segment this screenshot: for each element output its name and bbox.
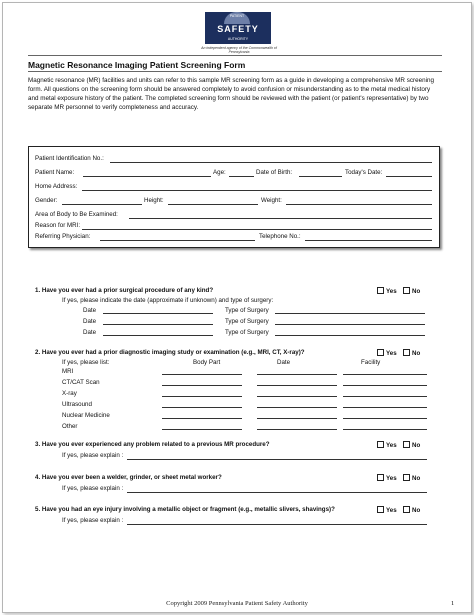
q3-yes[interactable]: Yes: [377, 441, 397, 449]
q4-explain-label: If yes, please explain :: [62, 485, 124, 492]
checkbox-icon: [377, 349, 384, 356]
dob-field[interactable]: [299, 176, 342, 177]
weight-field[interactable]: [286, 204, 432, 205]
home-address-label: Home Address:: [35, 183, 78, 190]
checkbox-icon: [377, 474, 384, 481]
checkbox-icon: [377, 287, 384, 294]
form-title: Magnetic Resonance Imaging Patient Screening Form: [28, 60, 246, 70]
checkbox-icon: [377, 506, 384, 513]
question-2: 2. Have you ever had a prior diagnostic imaging study or examination (e.g., MRI, CT, X-ray)?: [35, 349, 305, 356]
question-3: 3. Have you ever experienced any problem related to a previous MR procedure?: [35, 441, 270, 448]
checkbox-icon: [403, 474, 410, 481]
question-1: 1. Have you ever had a prior surgical procedure of any kind?: [35, 287, 214, 294]
col-date: Date: [277, 359, 291, 366]
q1-type-label: Type of Surgery: [225, 318, 269, 325]
study-date-field[interactable]: [257, 407, 337, 408]
header-rule: [28, 55, 442, 56]
study-facility-field[interactable]: [343, 407, 427, 408]
q5-explain-label: If yes, please explain :: [62, 517, 124, 524]
checkbox-icon: [377, 441, 384, 448]
checkbox-icon: [403, 506, 410, 513]
study-date-field[interactable]: [257, 429, 337, 430]
q1-type-field[interactable]: [275, 335, 425, 336]
q1-sub-label: If yes, please indicate the date (approximate if unknown) and type of surgery:: [62, 297, 274, 304]
checkbox-icon: [403, 287, 410, 294]
patient-id-field[interactable]: [110, 162, 432, 163]
q5-explain-field[interactable]: [127, 524, 427, 525]
q1-date-label: Date: [83, 329, 97, 336]
question-5: 5. Have you had an eye injury involving a metallic object or fragment (e.g., metallic slivers, shavings)?: [35, 506, 335, 513]
q2-no[interactable]: No: [403, 349, 420, 357]
study-label: CT/CAT Scan: [62, 379, 100, 386]
q5-no[interactable]: No: [403, 506, 420, 514]
referring-label: Referring Physician:: [35, 233, 91, 240]
q1-date-label: Date: [83, 307, 97, 314]
study-facility-field[interactable]: [343, 418, 427, 419]
col-facility: Facility: [361, 359, 381, 366]
area-label: Area of Body to Be Examined:: [35, 211, 118, 218]
q4-explain-field[interactable]: [127, 492, 427, 493]
study-label: X-ray: [62, 390, 77, 397]
checkbox-icon: [403, 349, 410, 356]
title-rule: [28, 71, 442, 72]
patient-name-field[interactable]: [83, 176, 211, 177]
q3-no[interactable]: No: [403, 441, 420, 449]
patient-name-label: Patient Name:: [35, 169, 75, 176]
intro-paragraph: Magnetic resonance (MR) facilities and units can refer to this sample MR screening form as a guide in developing a comprehensive MR screening form. All questions on the screening form should be answered completely to avoid confusion or misunderstanding as to the metal medical history and metal exposure history of the patient. The completed screening form should be reviewed with the patient (or patient's representative) by two separate MR personnel to verify completeness and accuracy.: [28, 77, 434, 111]
height-field[interactable]: [168, 204, 258, 205]
study-date-field[interactable]: [257, 418, 337, 419]
study-date-field[interactable]: [257, 385, 337, 386]
dob-label: Date of Birth:: [256, 169, 293, 176]
patient-id-label: Patient Identification No.:: [35, 155, 104, 162]
gender-label: Gender:: [35, 197, 58, 204]
reason-field[interactable]: [82, 229, 432, 230]
footer-copyright: Copyright 2009 Pennsylvania Patient Safety Authority: [166, 600, 308, 607]
todays-date-label: Today's Date:: [345, 169, 383, 176]
study-date-field[interactable]: [257, 374, 337, 375]
q2-sub-label: If yes, please list:: [62, 359, 110, 366]
study-facility-field[interactable]: [343, 374, 427, 375]
study-body-part-field[interactable]: [162, 385, 242, 386]
study-label: Nuclear Medicine: [62, 412, 110, 419]
telephone-label: Telephone No.:: [259, 233, 301, 240]
q1-no[interactable]: No: [403, 287, 420, 295]
referring-field[interactable]: [100, 240, 255, 241]
study-label: Ultrasound: [62, 401, 92, 408]
logo-sub-text: AUTHORITY: [227, 37, 249, 41]
q2-yes[interactable]: Yes: [377, 349, 397, 357]
study-body-part-field[interactable]: [162, 407, 242, 408]
gender-field[interactable]: [62, 204, 142, 205]
q1-type-field[interactable]: [275, 313, 425, 314]
height-label: Height:: [144, 197, 164, 204]
logo-text: SAFETY: [217, 24, 259, 34]
q1-type-label: Type of Surgery: [225, 307, 269, 314]
todays-date-field[interactable]: [386, 176, 432, 177]
study-label: Other: [62, 423, 78, 430]
q1-type-label: Type of Surgery: [225, 329, 269, 336]
q4-no[interactable]: No: [403, 474, 420, 482]
checkbox-icon: [403, 441, 410, 448]
q4-yes[interactable]: Yes: [377, 474, 397, 482]
study-body-part-field[interactable]: [162, 418, 242, 419]
weight-label: Weight:: [261, 197, 282, 204]
study-body-part-field[interactable]: [162, 374, 242, 375]
q1-date-label: Date: [83, 318, 97, 325]
study-facility-field[interactable]: [343, 429, 427, 430]
study-facility-field[interactable]: [343, 396, 427, 397]
age-field[interactable]: [229, 176, 254, 177]
study-date-field[interactable]: [257, 396, 337, 397]
age-label: Age:: [213, 169, 226, 176]
q1-date-field[interactable]: [103, 313, 213, 314]
logo-arc-text: PATIENT: [229, 14, 245, 18]
q1-type-field[interactable]: [275, 324, 425, 325]
q5-yes[interactable]: Yes: [377, 506, 397, 514]
reason-label: Reason for MRI:: [35, 222, 81, 229]
telephone-field[interactable]: [305, 240, 432, 241]
q1-date-field[interactable]: [103, 335, 213, 336]
study-body-part-field[interactable]: [162, 429, 242, 430]
question-4: 4. Have you ever been a welder, grinder, or sheet metal worker?: [35, 474, 222, 481]
q3-explain-label: If yes, please explain :: [62, 452, 124, 459]
area-field[interactable]: [129, 218, 432, 219]
page-number: 1: [451, 600, 455, 607]
q3-explain-field[interactable]: [127, 459, 427, 460]
study-label: MRI: [62, 368, 74, 375]
q1-date-field[interactable]: [103, 324, 213, 325]
logo-tagline: An independent agency of the Commonwealth of Pennsylvania: [201, 46, 277, 54]
col-body-part: Body Part: [193, 359, 221, 366]
study-body-part-field[interactable]: [162, 396, 242, 397]
home-address-field[interactable]: [82, 190, 432, 191]
q1-yes[interactable]: Yes: [377, 287, 397, 295]
study-facility-field[interactable]: [343, 385, 427, 386]
